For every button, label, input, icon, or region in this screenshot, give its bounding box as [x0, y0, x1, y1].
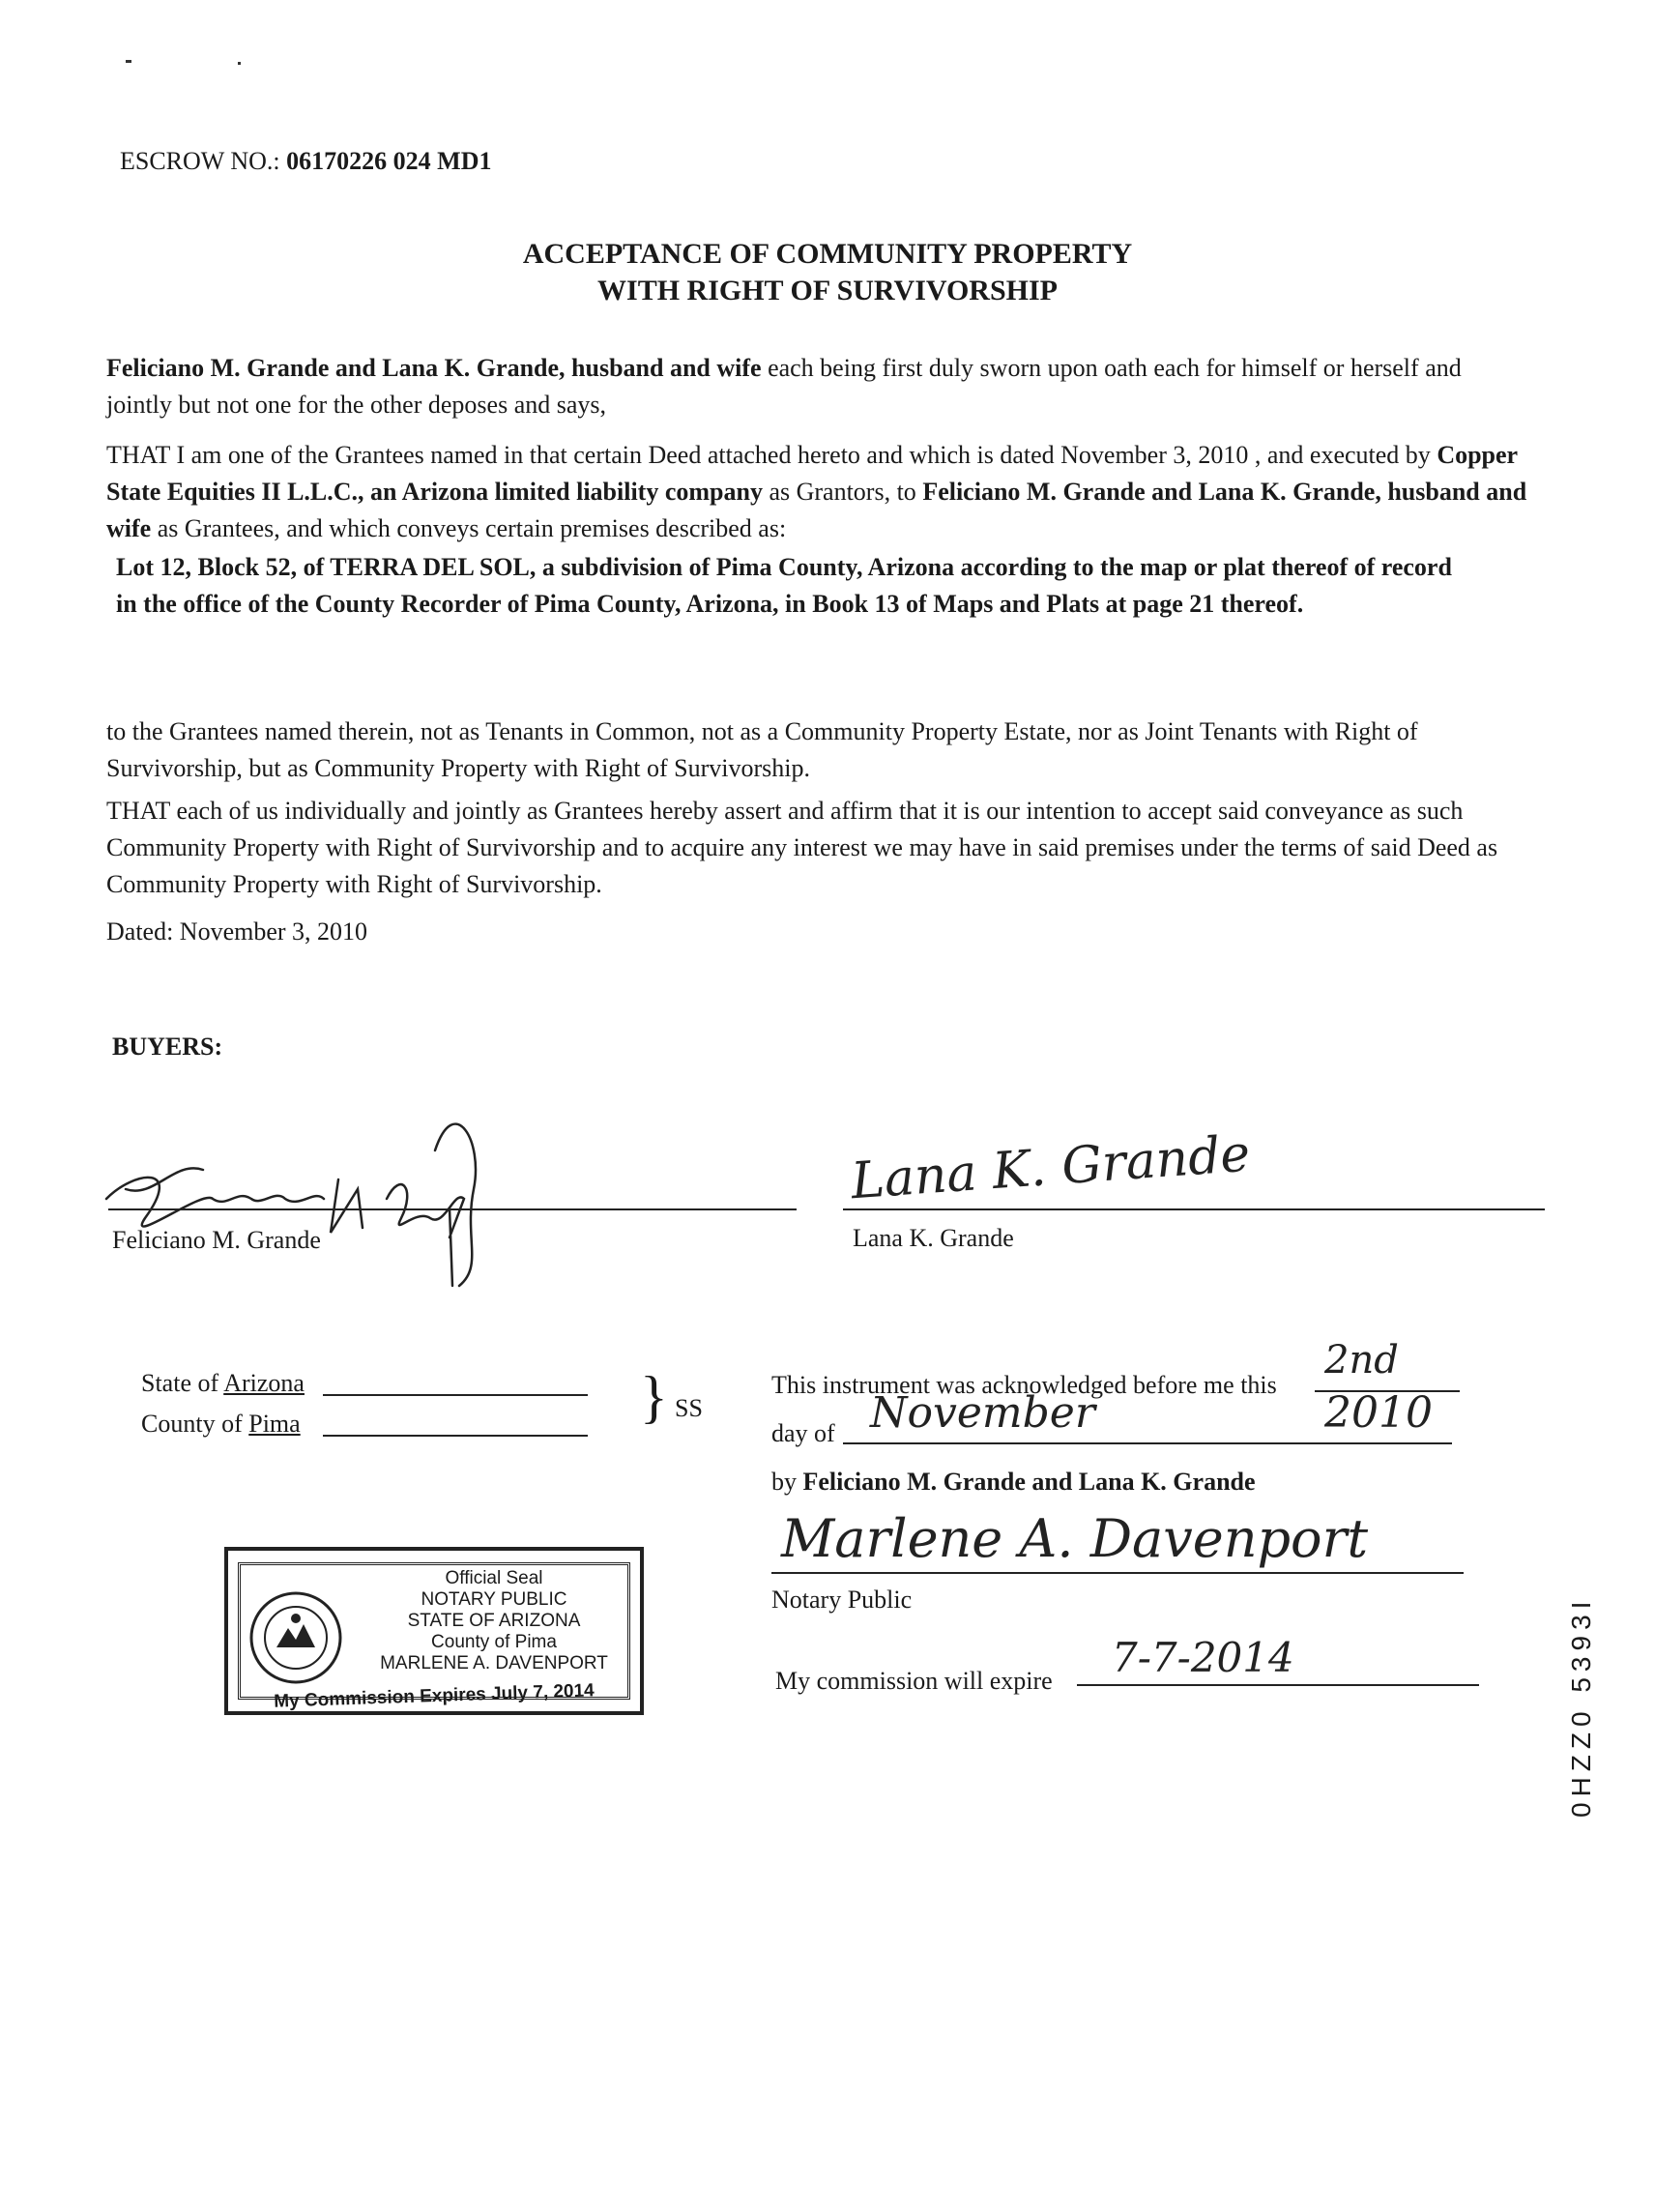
notary-signature-line	[771, 1572, 1464, 1574]
paragraph-deed	[106, 437, 1527, 547]
commission-line	[1077, 1684, 1479, 1686]
paragraph-affiant	[106, 350, 1527, 423]
title-line-1: ACCEPTANCE OF COMMUNITY PROPERTY	[522, 238, 1133, 270]
ack-by-label: by	[771, 1468, 803, 1496]
paragraph-affirmation: THAT each of us individually and jointly as Grantees hereby assert and affirm that it is our intention to accept said conveyance as such Community Property with Right of Survivorship and to acquire any interest we may have in said premises under the terms of said Deed as Community Property with Right of Survivorship.	[106, 797, 1498, 898]
ack-by	[771, 1464, 1256, 1500]
state-seal-emblem	[247, 1589, 344, 1686]
venue-county-line	[323, 1435, 588, 1437]
escrow-value: 06170226 024 MD1	[286, 147, 492, 175]
ack-year-handwritten: 2010	[1324, 1388, 1433, 1438]
escrow-number	[120, 147, 491, 176]
venue-county-value: Pima	[248, 1410, 301, 1438]
scan-speck	[238, 62, 241, 65]
seal-line-1: Official Seal	[445, 1568, 543, 1588]
deed-text-2: as Grantors, to	[762, 478, 923, 506]
buyers-label: BUYERS:	[112, 1033, 223, 1061]
ack-month-line	[843, 1442, 1452, 1444]
venue-state-label: State of	[141, 1369, 224, 1397]
ack-month-handwritten: November	[870, 1388, 1095, 1438]
ack-day-of: day of	[771, 1419, 835, 1447]
deed-text-1: THAT I am one of the Grantees named in that certain Deed attached hereto and which is dated November 3, 2010 , and executed by	[106, 441, 1437, 469]
venue-county-label: County of	[141, 1410, 249, 1438]
buyer-1-signature	[68, 1054, 551, 1305]
commission-label: My commission will expire	[775, 1667, 1053, 1695]
grantor: Copper State Equities II L.L.C., an Arizona limited liability company	[106, 441, 1518, 506]
seal-text	[354, 1568, 634, 1674]
notary-seal-stamp	[224, 1547, 644, 1715]
seal-line-3: STATE OF ARIZONA	[407, 1611, 581, 1631]
dated: Dated: November 3, 2010	[106, 917, 368, 946]
paragraph-affiant-text: each being first duly sworn upon oath each for himself or herself and jointly but not one for the other deposes and says,	[106, 354, 1462, 419]
paragraph-tenancy: to the Grantees named therein, not as Tenants in Common, not as a Community Property Estate, nor as Joint Tenants with Right of Survivorship, but as Community Property with Right of Survivorship.	[106, 717, 1418, 782]
seal-line-4: County of Pima	[431, 1632, 557, 1652]
buyer-2-name: Lana K. Grande	[853, 1224, 1014, 1252]
ack-day-handwritten: 2nd	[1324, 1338, 1399, 1382]
buyer-1-name: Feliciano M. Grande	[112, 1226, 321, 1254]
seal-line-2: NOTARY PUBLIC	[421, 1589, 567, 1610]
venue-state	[141, 1365, 305, 1402]
title-line-2: WITH RIGHT OF SURVIVORSHIP	[597, 275, 1058, 306]
legal-description: Lot 12, Block 52, of TERRA DEL SOL, a subdivision of Pima County, Arizona according to the map or plat thereof of record in the office of the County Recorder of Pima County, Arizona, in Book 13 of Maps and Plats at page 21 thereof.	[116, 553, 1452, 618]
seal-line-6: My Commission Expires July 7, 2014	[273, 1680, 595, 1712]
notary-label: Notary Public	[771, 1586, 913, 1614]
buyer-2-signature: Lana K. Grande	[849, 1124, 1253, 1211]
ack-by-names: Feliciano M. Grande and Lana K. Grande	[802, 1468, 1256, 1496]
deed-text-3: as Grantees, and which conveys certain premises described as:	[151, 514, 787, 542]
grantees: Feliciano M. Grande and Lana K. Grande, husband and wife	[106, 478, 1527, 542]
buyer-1-signature-line	[108, 1208, 797, 1210]
venue-ss: SS	[675, 1394, 703, 1422]
page-title	[0, 236, 1655, 309]
venue-state-value: Arizona	[223, 1369, 305, 1397]
venue-county	[141, 1406, 301, 1442]
buyer-2-signature-line	[843, 1208, 1545, 1210]
margin-recording-number: 0HZZ0 5393I	[1566, 1595, 1596, 1818]
ack-line-1: This instrument was acknowledged before me this	[771, 1371, 1277, 1399]
notary-signature: Marlene A. Davenport	[781, 1508, 1369, 1569]
venue-state-line	[323, 1394, 588, 1396]
venue-brace: }	[640, 1365, 668, 1429]
commission-date-handwritten: 7-7-2014	[1112, 1634, 1294, 1681]
seal-line-5: MARLENE A. DAVENPORT	[380, 1653, 608, 1674]
escrow-label: ESCROW NO.:	[120, 147, 287, 175]
parties: Feliciano M. Grande and Lana K. Grande, husband and wife	[106, 354, 762, 382]
scan-speck	[126, 60, 131, 63]
